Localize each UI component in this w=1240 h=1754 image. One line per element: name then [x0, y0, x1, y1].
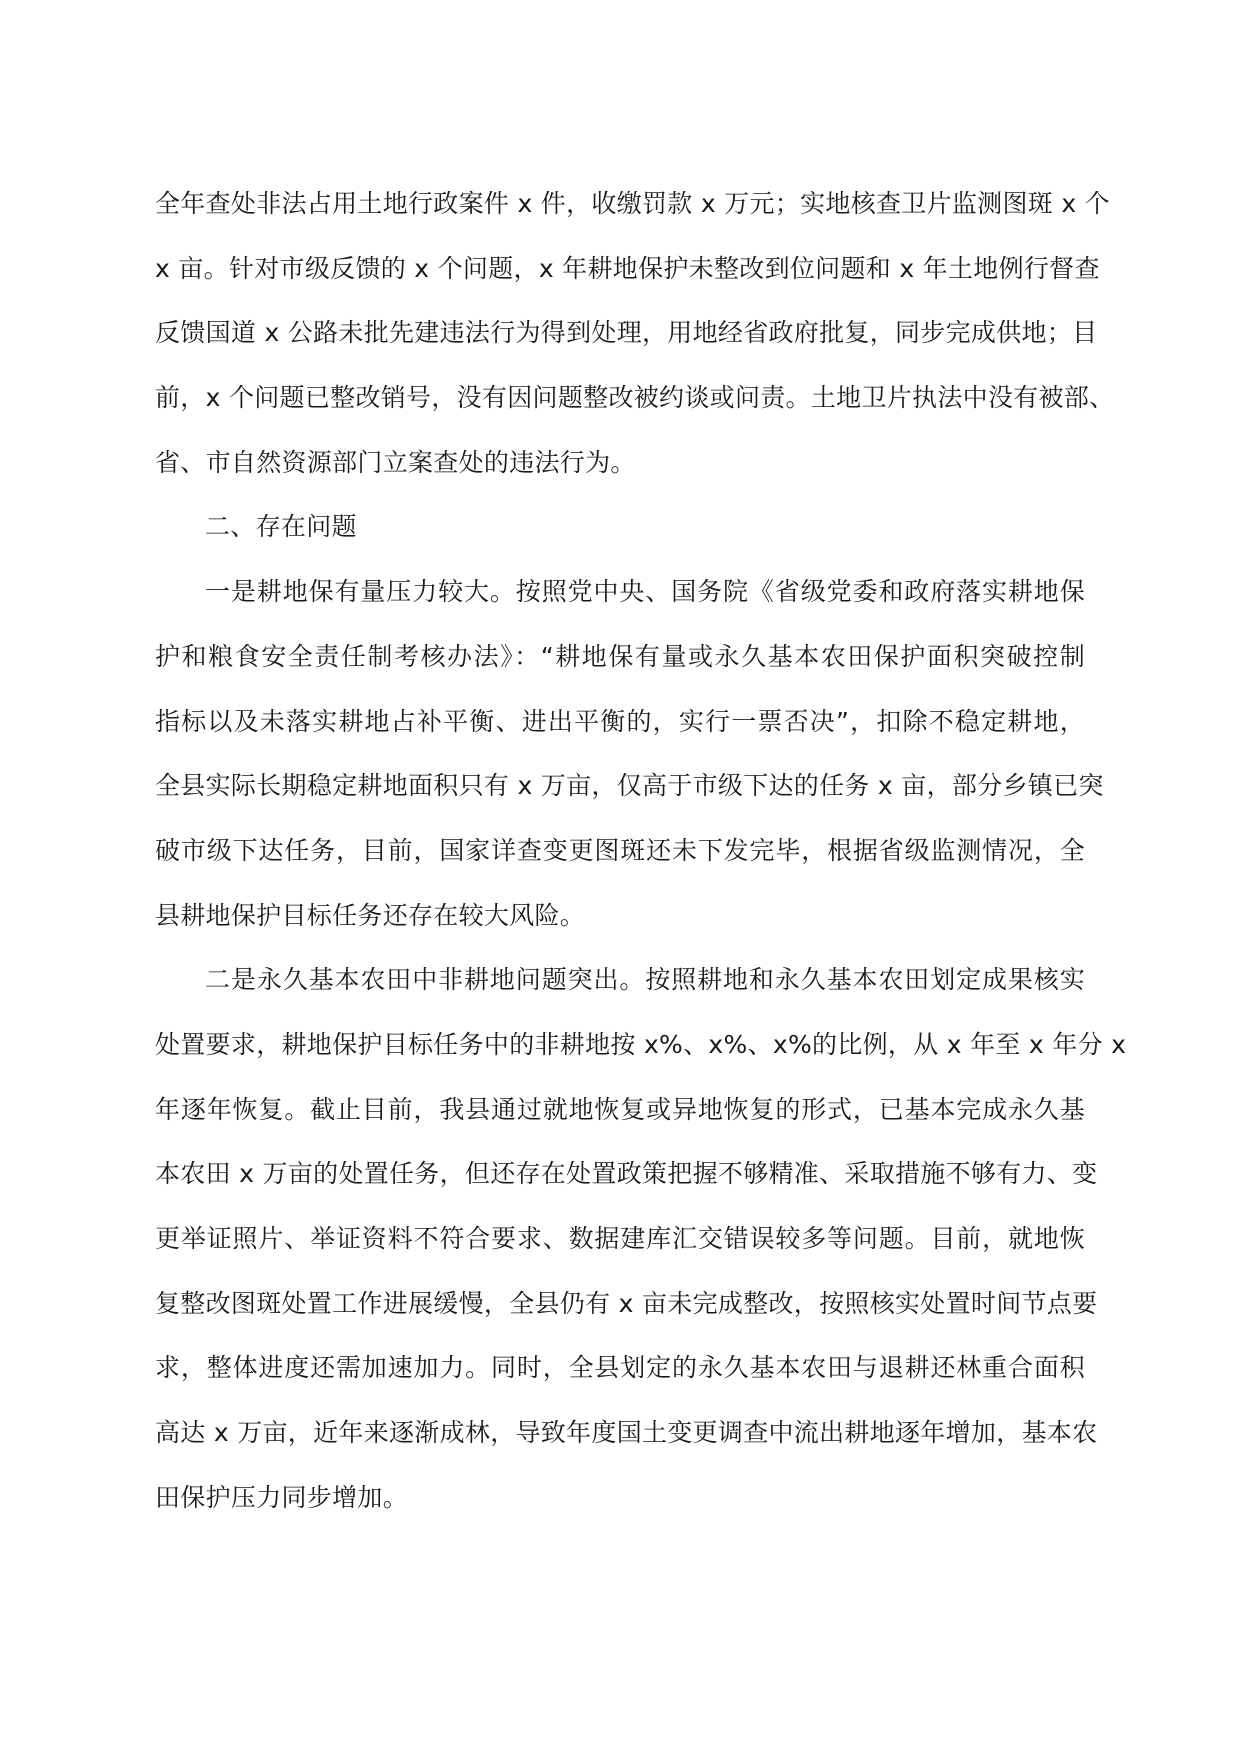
text-line: 破市级下达任务，目前，国家详查变更图斑还未下发完毕，根据省级监测情况，全: [155, 835, 1085, 865]
text-line: 求，整体进度还需加速加力。同时，全县划定的永久基本农田与退耕还林重合面积: [155, 1353, 1085, 1383]
text-line: 处置要求，耕地保护目标任务中的非耕地按 x%、x%、x%的比例，从 x 年至 x 年分 x: [155, 1029, 1127, 1059]
text-line: 反馈国道 x 公路未批先建违法行为得到处理，用地经省政府批复，同步完成供地；目: [155, 318, 1098, 348]
text-line: 一是耕地保有量压力较大。按照党中央、国务院《省级党委和政府落实耕地保: [205, 577, 1085, 607]
text-line: 二是永久基本农田中非耕地问题突出。按照耕地和永久基本农田划定成果核实: [205, 965, 1085, 995]
text-line: 本农田 x 万亩的处置任务，但还存在处置政策把握不够精准、采取措施不够有力、变: [155, 1159, 1098, 1189]
text-line: 年逐年恢复。截止目前，我县通过就地恢复或异地恢复的形式，已基本完成永久基: [155, 1094, 1085, 1124]
text-line: 田保护压力同步增加。: [155, 1482, 409, 1512]
text-line: 更举证照片、举证资料不符合要求、数据建库汇交错误较多等问题。目前，就地恢: [155, 1224, 1085, 1253]
text-line: 全年查处非法占用土地行政案件 x 件，收缴罚款 x 万元；实地核查卫片监测图斑 x 个: [155, 189, 1110, 218]
text-line: 指标以及未落实耕地占补平衡、进出平衡的，实行一票否决”，扣除不稳定耕地，: [155, 706, 1085, 736]
text-line: x 亩。针对市级反馈的 x 个问题，x 年耕地保护未整改到位问题和 x 年土地例行督查: [155, 253, 1100, 283]
text-line: 二、存在问题: [205, 512, 357, 542]
text-line: 高达 x 万亩，近年来逐渐成林，导致年度国土变更调查中流出耕地逐年增加，基本农: [155, 1418, 1098, 1448]
text-line: 护和粮食安全责任制考核办法》：“耕地保有量或永久基本农田保护面积突破控制: [155, 641, 1085, 671]
text-line: 全县实际长期稳定耕地面积只有 x 万亩，仅高于市级下达的任务 x 亩，部分乡镇已突: [155, 771, 1104, 801]
document-body: [155, 189, 1127, 1547]
text-line: 县耕地保护目标任务还存在较大风险。: [155, 900, 586, 930]
text-line: 复整改图斑处置工作进展缓慢，全县仍有 x 亩未完成整改，按照核实处置时间节点要: [155, 1288, 1098, 1318]
text-line: 前，x 个问题已整改销号，没有因问题整改被约谈或问责。土地卫片执法中没有被部、: [155, 383, 1115, 413]
text-line: 省、市自然资源部门立案查处的违法行为。: [155, 447, 636, 477]
